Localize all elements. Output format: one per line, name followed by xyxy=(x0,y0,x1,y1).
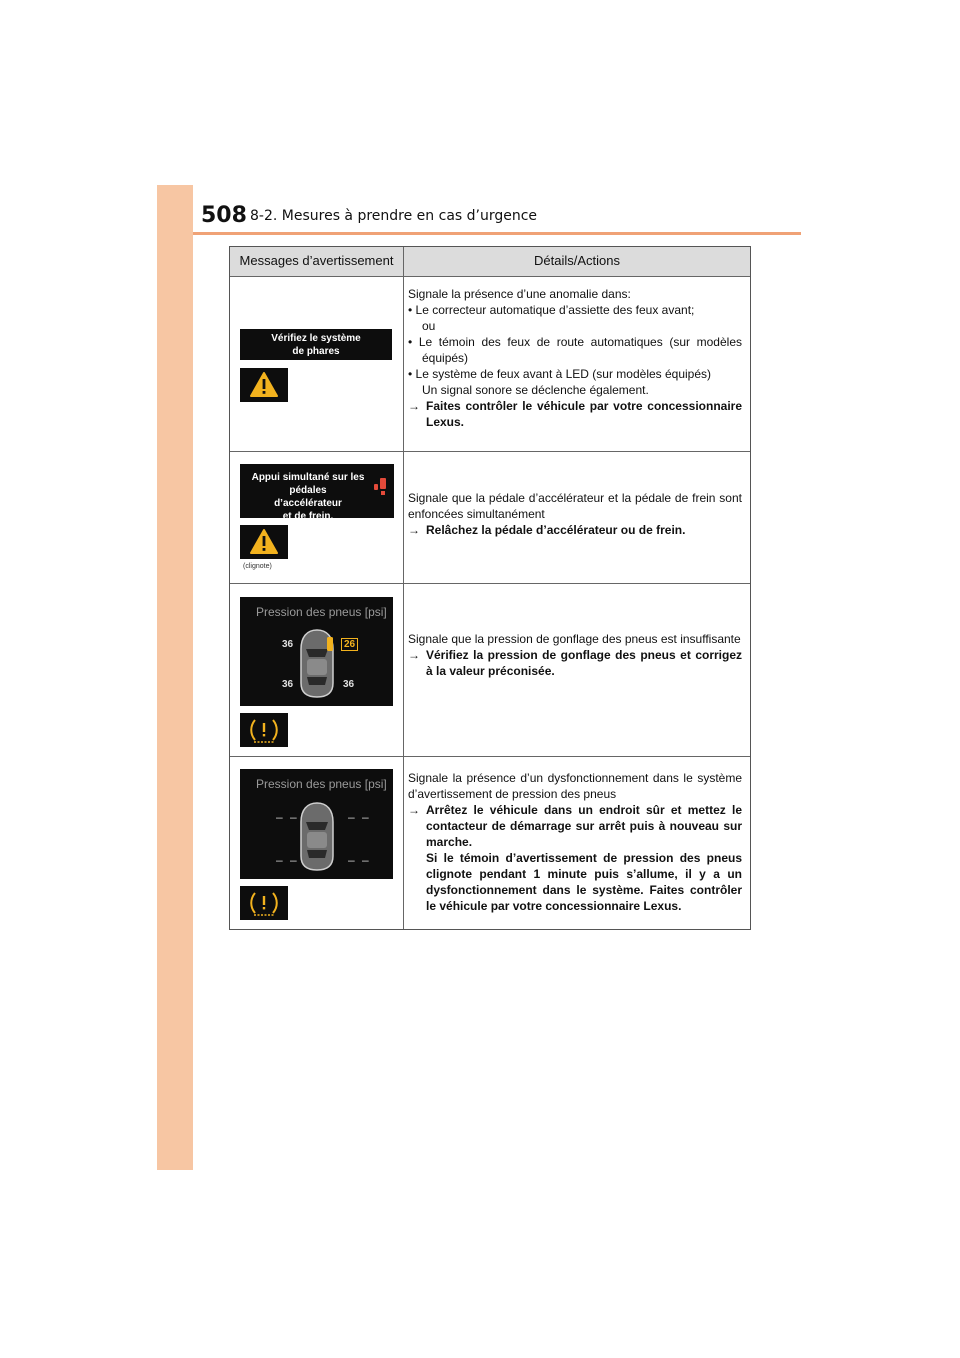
warning-light xyxy=(240,713,288,747)
side-band xyxy=(157,185,193,1170)
action-text: Vérifiez la pression de gonflage des pneus et corrigez à la valeur préconisée. xyxy=(426,648,742,678)
detail-action xyxy=(408,802,742,914)
details-text: Signale la présence d’un dysfonctionnement dans le système d’avertissement de pression des pneus xyxy=(408,771,742,801)
arrow-icon: → xyxy=(408,399,420,413)
detail-bullet: • Le correcteur automatique d’assiette des feux avant; xyxy=(408,303,695,317)
panel-title: Pression des pneus [psi] xyxy=(256,777,387,791)
pressure-rear-left: – – xyxy=(276,853,299,867)
pressure-front-left: 36 xyxy=(282,639,294,650)
detail-bullet: • Le système de feux avant à LED (sur modèles équipés) xyxy=(408,367,712,381)
details-intro: Signale la présence d’une anomalie dans: xyxy=(408,287,631,301)
warning-messages-table xyxy=(229,246,751,930)
detail-action xyxy=(408,522,742,538)
row-divider xyxy=(230,756,750,757)
message-text: Vérifiez le système xyxy=(271,333,361,344)
pressure-front-left: – – xyxy=(276,810,299,824)
pedal-icon xyxy=(373,476,389,496)
warning-light xyxy=(240,525,288,559)
pressure-rear-left: 36 xyxy=(282,679,294,690)
col-header-messages: Messages d’avertissement xyxy=(239,253,394,268)
detail-action xyxy=(408,647,742,679)
row-details xyxy=(408,490,742,538)
master-warning-icon xyxy=(240,368,288,402)
row-details xyxy=(408,770,742,914)
message-text: Appui simultané sur les pédales xyxy=(251,472,365,496)
pressure-front-right: – – xyxy=(348,810,371,824)
arrow-icon: → xyxy=(408,803,420,817)
arrow-icon: → xyxy=(408,648,420,662)
pressure-rear-right: – – xyxy=(348,853,371,867)
detail-bullet: • Le témoin des feux de route automatiques (sur modèles équipés) xyxy=(408,335,742,365)
message-text: de phares xyxy=(292,346,340,357)
message-text: et de frein. xyxy=(282,511,334,522)
warning-light xyxy=(240,886,288,920)
details-text: Signale que la pression de gonflage des pneus est insuffisante xyxy=(408,632,741,646)
row-details xyxy=(408,631,742,679)
row-details xyxy=(408,286,742,430)
tire-pressure-panel-malfunction xyxy=(240,769,393,879)
table-header xyxy=(230,247,750,277)
detail-or: ou xyxy=(422,319,436,333)
column-divider xyxy=(403,247,404,929)
low-tire-indicator xyxy=(327,637,333,651)
warning-light xyxy=(240,368,288,402)
details-text: Signale que la pédale d’accélérateur et la pédale de frein sont enfoncées simultanément xyxy=(408,491,742,521)
pressure-front-right: 26 xyxy=(341,638,358,651)
detail-action xyxy=(408,398,742,430)
page-number: 508 xyxy=(201,203,247,228)
tire-pressure-warning-icon xyxy=(240,713,288,747)
message-text: d’accélérateur xyxy=(274,498,342,509)
section-title: 8-2. Mesures à prendre en cas d’urgence xyxy=(250,208,538,224)
col-header-details: Détails/Actions xyxy=(534,253,620,268)
pedal-message-panel xyxy=(240,464,394,522)
row-divider xyxy=(230,451,750,452)
tire-pressure-warning-icon xyxy=(240,886,288,920)
action-text-continued: Si le témoin d’avertissement de pression des pneus clignote pendant 1 minute puis s’allume, il y a un dysfonctionnement dans le système. Faites contrôler le véhicule par votre concessionnaire Lexus. xyxy=(426,851,742,913)
car-top-view-icon xyxy=(297,800,337,872)
master-warning-icon xyxy=(240,525,288,559)
panel-title: Pression des pneus [psi] xyxy=(256,605,387,619)
pressure-rear-right: 36 xyxy=(343,679,355,690)
row-divider xyxy=(230,583,750,584)
headlight-system-message-panel xyxy=(240,329,392,360)
arrow-icon: → xyxy=(408,523,420,537)
action-text: Relâchez la pédale d’accélérateur ou de frein. xyxy=(426,523,686,537)
action-text: Arrêtez le véhicule dans un endroit sûr et mettez le contacteur de démarrage sur arrêt puis à nouveau sur marche. xyxy=(426,803,742,849)
tire-pressure-panel xyxy=(240,597,393,706)
action-text: Faites contrôler le véhicule par votre concessionnaire Lexus. xyxy=(426,399,742,429)
blink-label: (clignote) xyxy=(243,563,272,570)
header-rule xyxy=(193,232,801,235)
detail-note: Un signal sonore se déclenche également. xyxy=(422,383,649,397)
